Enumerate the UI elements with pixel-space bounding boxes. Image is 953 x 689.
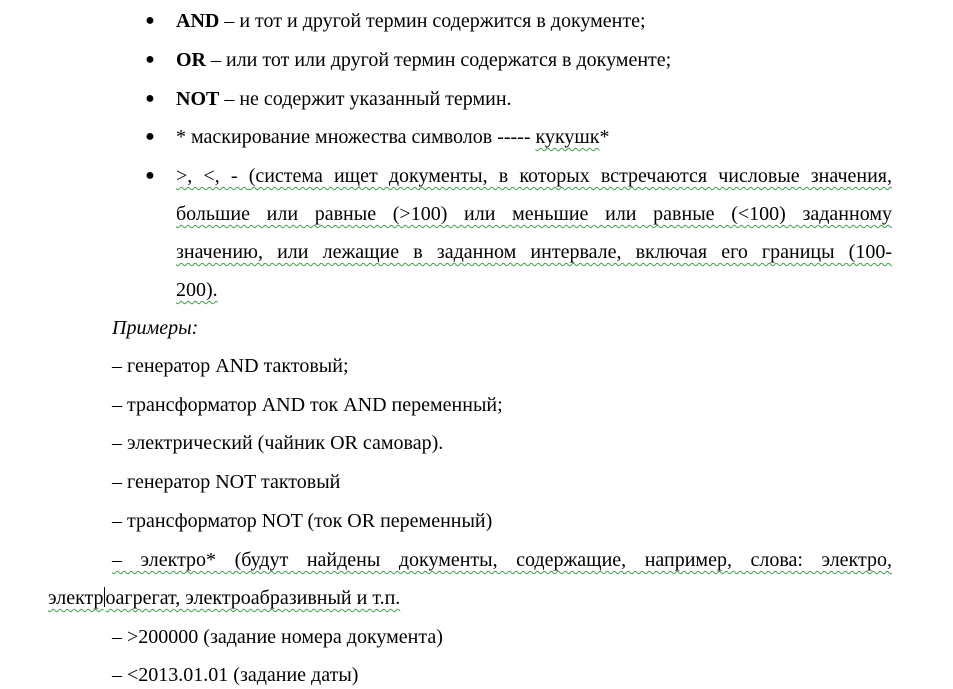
range-symbols: >, <, - xyxy=(176,165,249,187)
example-line: – генератор NOT тактовый xyxy=(112,471,341,493)
bullet-item-range-line-1 xyxy=(176,164,892,188)
bullet-item-not xyxy=(176,87,512,111)
example-line-wildcard xyxy=(112,548,892,572)
range-text-line: большие или равные (>100) или меньшие или равные (<100) заданному xyxy=(176,203,892,225)
example-line: – электрический (чайник OR самовар). xyxy=(112,432,444,454)
bullet-item-mask xyxy=(176,125,610,149)
operator-term: AND xyxy=(176,10,220,32)
bullet-item-or xyxy=(176,48,671,72)
operator-description: – не содержит указанный термин. xyxy=(219,88,512,110)
bullet-dot: ● xyxy=(145,12,155,29)
example-line: – трансформатор NOT (ток OR переменный) xyxy=(112,510,493,532)
example-line: – трансформатор AND ток AND переменный; xyxy=(112,394,503,416)
mask-example-word: кукушк xyxy=(535,126,600,148)
example-line: – генератор AND тактовый; xyxy=(112,355,349,377)
bullet-item-range-line-2 xyxy=(176,202,892,226)
bullet-dot: ● xyxy=(145,90,155,107)
operator-term: NOT xyxy=(176,88,220,110)
range-text-line: 200). xyxy=(176,279,218,301)
range-text-line: значению, или лежащие в заданном интервале, включая его границы (100- xyxy=(176,241,892,263)
example-line: – >200000 (задание номера документа) xyxy=(112,626,443,648)
examples-heading: Примеры: xyxy=(112,317,199,339)
mask-description: * маскирование множества символов ----- xyxy=(176,126,536,148)
bullet-dot: ● xyxy=(145,128,155,145)
operator-term: OR xyxy=(176,49,206,71)
continuation-text-start: электр xyxy=(48,587,104,609)
operator-description: – и тот и другой термин содержится в документе; xyxy=(219,10,646,32)
range-text-line: (система ищет документы, в которых встречаются числовые значения, xyxy=(248,165,893,187)
bullet-dot: ● xyxy=(145,51,155,68)
example-wildcard-text: – электро* (будут найдены документы, содержащие, например, слова: электро, xyxy=(112,549,892,571)
example-line-continuation xyxy=(48,586,400,610)
bullet-item-range-line-3 xyxy=(176,240,892,264)
mask-asterisk: * xyxy=(599,126,610,148)
example-line: – <2013.01.01 (задание даты) xyxy=(112,664,359,686)
bullet-item-and xyxy=(176,9,646,33)
bullet-dot: ● xyxy=(145,167,155,184)
bullet-item-range-line-4 xyxy=(176,278,218,302)
continuation-text-end: оагрегат, электроабразивный и т.п. xyxy=(105,587,401,609)
operator-description: – или тот или другой термин содержатся в документе; xyxy=(206,49,672,71)
